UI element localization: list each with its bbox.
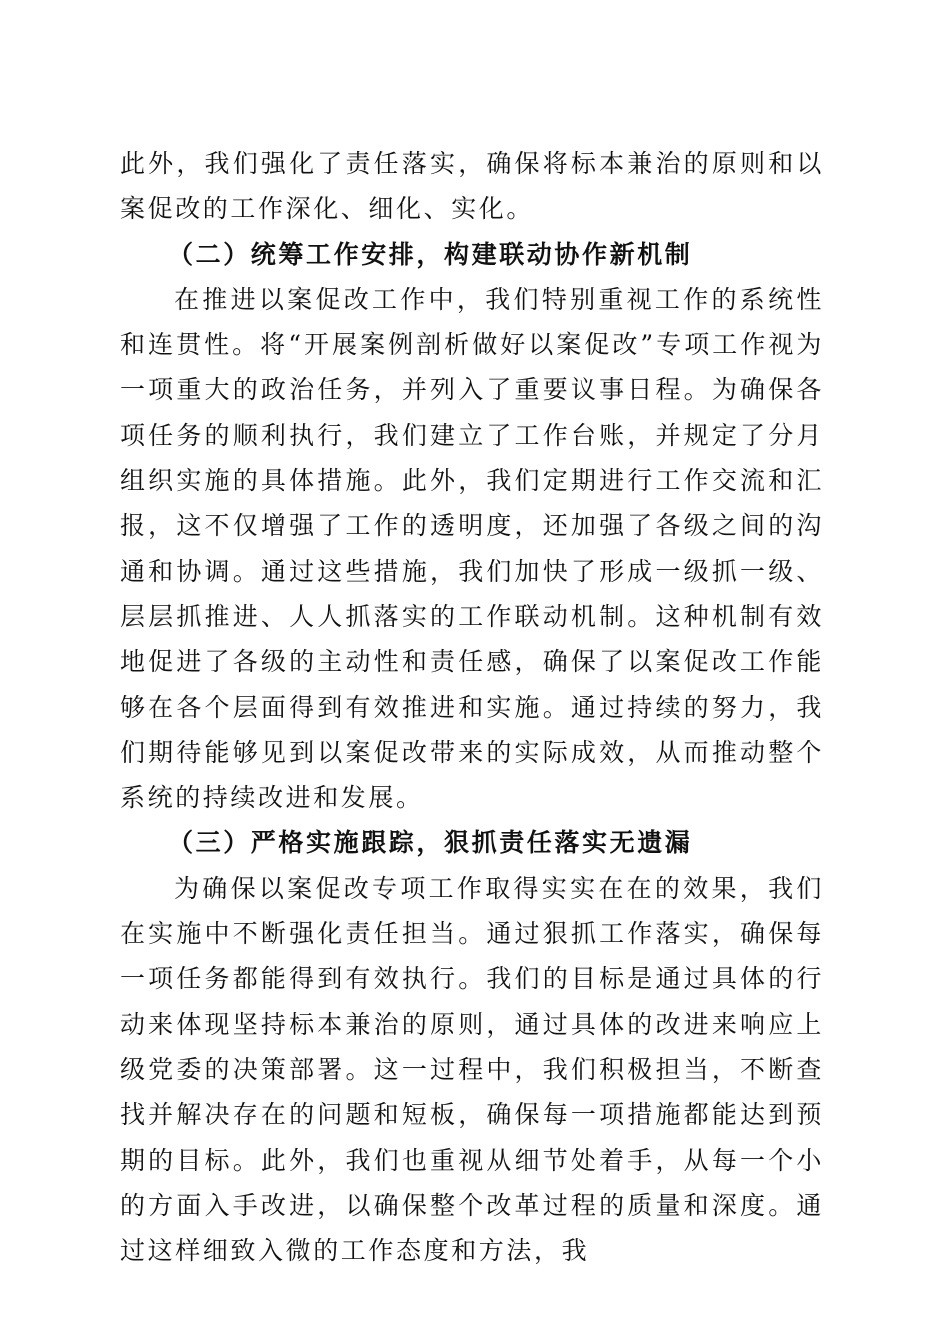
section-heading-3: （三）严格实施跟踪，狠抓责任落实无遗漏 xyxy=(168,828,693,858)
section-heading-2: （二）统筹工作安排，构建联动协作新机制 xyxy=(168,239,693,269)
paragraph-continuation: 此外，我们强化了责任落实，确保将标本兼治的原则和以案促改的工作深化、细化、实化。 xyxy=(120,149,824,224)
paragraph-section-2: 在推进以案促改工作中，我们特别重视工作的系统性和连贯性。将“开展案例剖析做好以案促改”专项工作视为一项重大的政治任务，并列入了重要议事日程。为确保各项任务的顺利执行，我们建立了工作台账，并规定了分月组织实施的具体措施。此外，我们定期进行工作交流和汇报，这不仅增强了工作的透明度，还加强了各级之间的沟通和协调。通过这些措施，我们加快了形成一级抓一级、层层抓推进、人人抓落实的工作联动机制。这种机制有效地促进了各级的主动性和责任感，确保了以案促改工作能够在各个层面得到有效推进和实施。通过持续的努力，我们期待能够见到以案促改带来的实际成效，从而推动整个系统的持续改进和发展。 xyxy=(120,284,824,813)
document-body xyxy=(120,141,824,1273)
paragraph-section-3: 为确保以案促改专项工作取得实实在在的效果，我们在实施中不断强化责任担当。通过狠抓工作落实，确保每一项任务都能得到有效执行。我们的目标是通过具体的行动来体现坚持标本兼治的原则，通过具体的改进来响应上级党委的决策部署。这一过程中，我们积极担当，不断查找并解决存在的问题和短板，确保每一项措施都能达到预期的目标。此外，我们也重视从细节处着手，从每一个小的方面入手改进，以确保整个改革过程的质量和深度。通过这样细致入微的工作态度和方法，我 xyxy=(120,873,824,1266)
